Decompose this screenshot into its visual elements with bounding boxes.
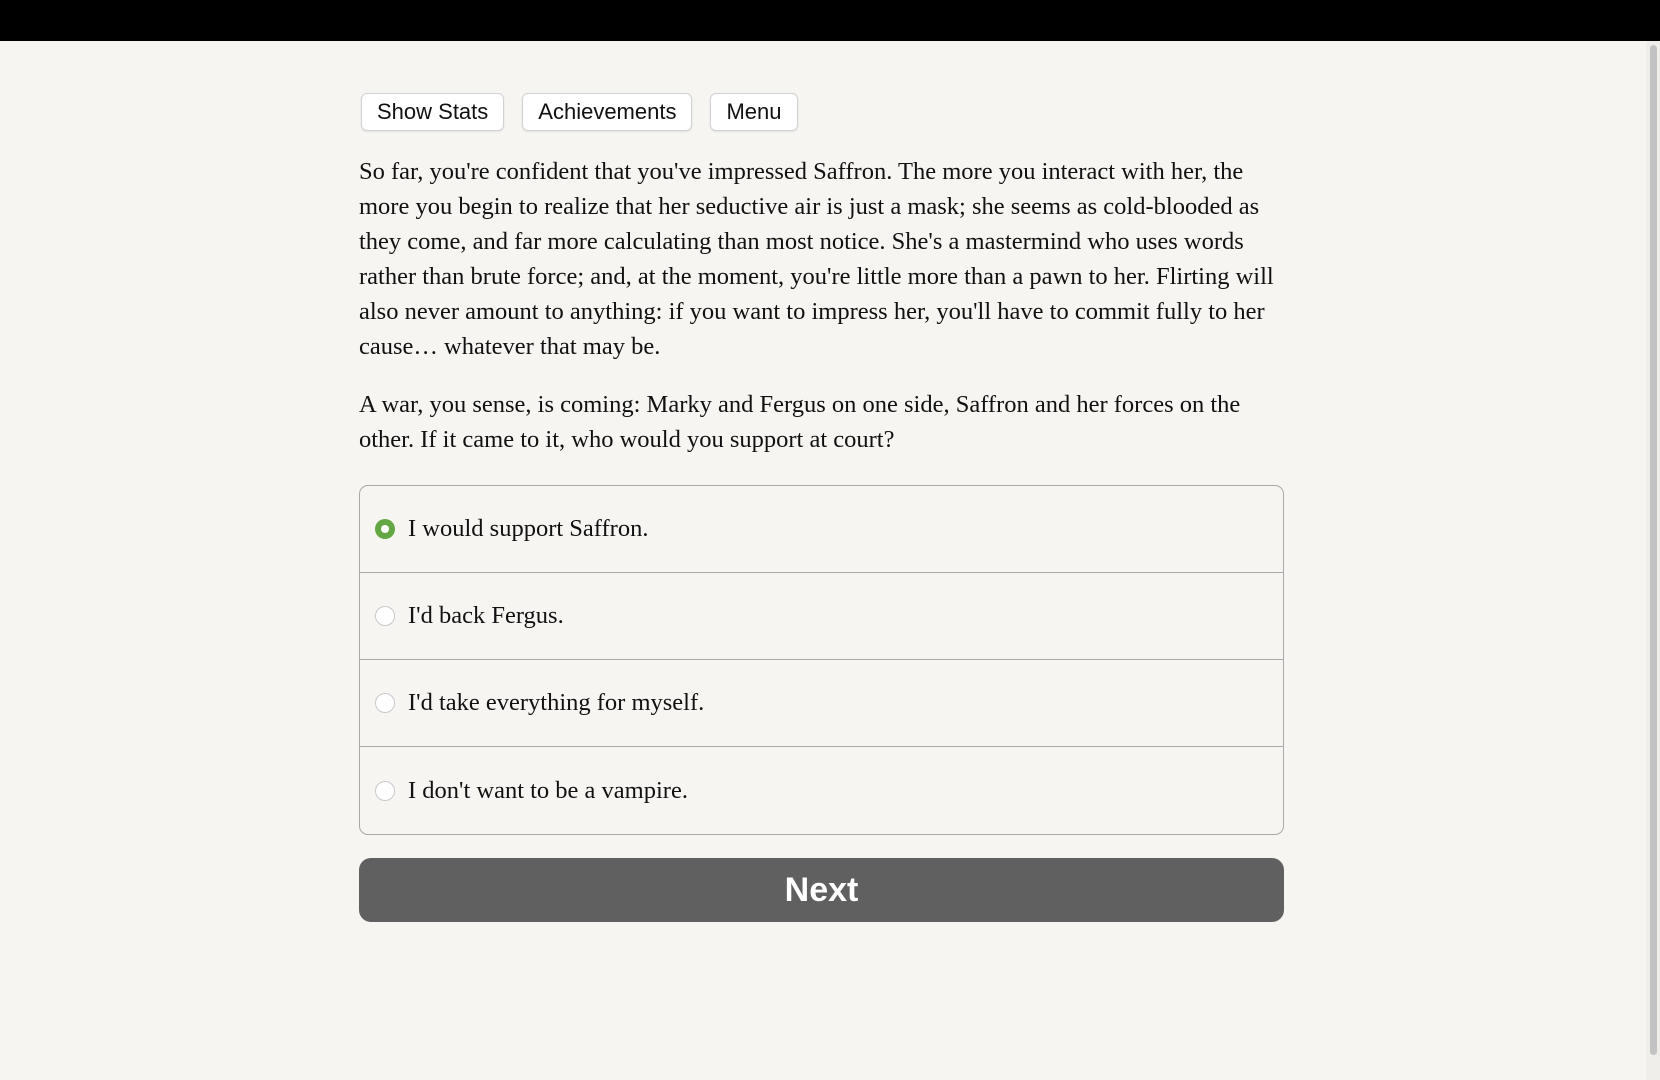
toolbar <box>361 93 798 131</box>
choice-option-take-everything[interactable] <box>360 660 1283 747</box>
story-text <box>359 154 1289 480</box>
radio-icon[interactable] <box>375 693 395 713</box>
scrollbar-thumb[interactable] <box>1650 45 1657 1055</box>
radio-icon[interactable] <box>375 606 395 626</box>
story-paragraph: A war, you sense, is coming: Marky and Fergus on one side, Saffron and her forces on the other. If it came to it, who would you support at court? <box>359 391 1241 453</box>
choice-label: I'd back Fergus. <box>408 602 564 629</box>
scrollbar[interactable] <box>1646 41 1660 1080</box>
choice-option-not-vampire[interactable] <box>360 747 1283 834</box>
achievements-button[interactable]: Achievements <box>522 93 692 131</box>
radio-icon[interactable] <box>375 781 395 801</box>
choice-option-back-fergus[interactable] <box>360 573 1283 660</box>
choice-label: I'd take everything for myself. <box>408 689 705 716</box>
story-paragraph: So far, you're confident that you've impressed Saffron. The more you interact with her, the more you begin to realize that her seductive air is just a mask; she seems as cold-blooded as they come, and far more calculating than most notice. She's a mastermind who uses words rather than brute force; and, at the moment, you're little more than a pawn to her. Flirting will also never amount to anything: if you want to impress her, you'll have to commit fully to her cause… whatever that may be. <box>359 158 1274 360</box>
choice-option-support-saffron[interactable] <box>360 486 1283 573</box>
choice-label: I don't want to be a vampire. <box>408 776 688 804</box>
top-bar <box>0 0 1660 41</box>
show-stats-button[interactable]: Show Stats <box>361 93 504 131</box>
next-button[interactable]: Next <box>359 858 1284 922</box>
menu-button[interactable]: Menu <box>710 93 797 131</box>
choice-list <box>359 485 1284 835</box>
radio-selected-icon[interactable] <box>375 519 395 539</box>
choice-label: I would support Saffron. <box>408 515 649 542</box>
